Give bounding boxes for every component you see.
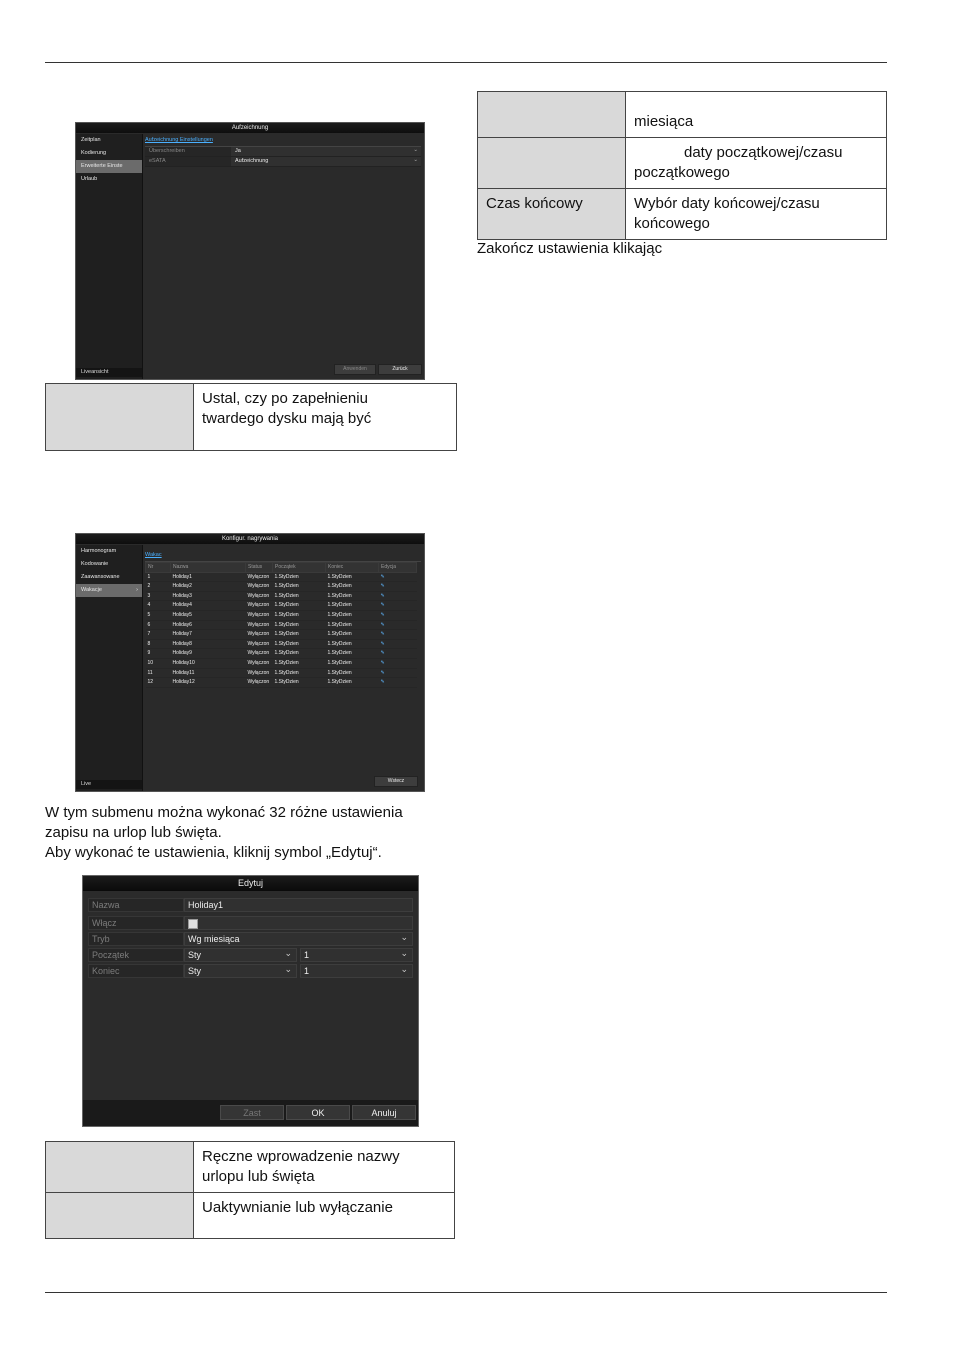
sidebar-item-advanced[interactable]: Erweiterte Einste — [76, 160, 142, 173]
table-cell: 1.StyDzien — [273, 582, 326, 592]
sidebar-item-schedule[interactable]: Zeitplan — [81, 137, 101, 143]
table-cell: 1.StyDzien — [273, 620, 326, 630]
table-cell: 1.StyDzien — [326, 572, 379, 582]
edit-dialog — [82, 875, 419, 1127]
table-row — [146, 620, 417, 630]
table-cell: 7 — [146, 630, 171, 640]
table-cell: Holiday1 — [171, 572, 246, 582]
table-cell: 1.StyDzien — [326, 649, 379, 659]
table-cell: 1.StyDzien — [326, 658, 379, 668]
table-cell: 1.StyDzien — [326, 678, 379, 688]
end-month-select[interactable]: Sty ⌄ — [184, 964, 297, 978]
table-cell: Holiday8 — [171, 639, 246, 649]
table-cell: Wyłączon — [246, 610, 273, 620]
table-row — [146, 630, 417, 640]
esata-label: eSATA — [145, 157, 231, 166]
table2-r1-label — [46, 1142, 194, 1193]
table-cell: 1.StyDzien — [326, 668, 379, 678]
col-header-nr: Nr — [146, 563, 171, 573]
table-cell: 1.StyDzien — [273, 630, 326, 640]
start-month-select[interactable]: Sty ⌄ — [184, 948, 297, 962]
edit-icon[interactable]: ✎ — [379, 630, 417, 640]
table-cell: Wyłączon — [246, 678, 273, 688]
table-cell: Holiday4 — [171, 601, 246, 611]
table3-r3-description: Wybór daty końcowej/czasu końcowego — [626, 189, 887, 240]
apply-button[interactable]: Anwenden — [334, 364, 376, 375]
table-cell: 1.StyDzien — [273, 591, 326, 601]
start-day-select[interactable]: 1 ⌄ — [300, 948, 413, 962]
sidebar-item-holiday[interactable]: Urlaub — [81, 176, 98, 182]
table-cell: 1.StyDzien — [326, 601, 379, 611]
name-label: Nazwa — [88, 898, 184, 912]
table-cell: 12 — [146, 678, 171, 688]
col-header-name: Nazwa — [171, 563, 246, 573]
table2-r2-description: Uaktywnianie lub wyłączanie — [194, 1193, 455, 1239]
table-row — [146, 639, 417, 649]
overwrite-description-table — [45, 383, 457, 451]
overwrite-select[interactable]: Ja ⌄ — [231, 147, 421, 156]
table-cell: 1 — [146, 572, 171, 582]
sidebar-item-advanced[interactable]: Zaawansowane — [81, 574, 120, 580]
live-view-button[interactable]: Liveansicht — [76, 368, 142, 377]
table-cell: 1.StyDzien — [326, 610, 379, 620]
table-cell: 1.StyDzien — [273, 678, 326, 688]
sidebar — [76, 134, 143, 379]
table-cell: Wyłączon — [246, 620, 273, 630]
table-row — [146, 572, 417, 582]
table-cell: Wyłączon — [246, 630, 273, 640]
cancel-button[interactable]: Anuluj — [352, 1105, 416, 1120]
table-cell: 8 — [146, 639, 171, 649]
holiday-list-screenshot — [75, 533, 425, 792]
edit-icon[interactable]: ✎ — [379, 658, 417, 668]
recording-settings-screenshot — [75, 122, 425, 380]
overwrite-row — [145, 147, 421, 157]
table-row — [146, 649, 417, 659]
table-cell: 1.StyDzien — [273, 610, 326, 620]
name-enable-table — [45, 1141, 455, 1239]
name-input[interactable]: Holiday1 — [184, 898, 413, 912]
table-cell: Holiday9 — [171, 649, 246, 659]
table-cell: Wyłączon — [246, 591, 273, 601]
table-cell: 9 — [146, 649, 171, 659]
edit-icon[interactable]: ✎ — [379, 649, 417, 659]
holiday-tab[interactable]: Wakac — [145, 552, 162, 558]
table-cell: 1.StyDzien — [273, 639, 326, 649]
dialog-button-bar — [83, 1100, 418, 1126]
edit-icon[interactable]: ✎ — [379, 591, 417, 601]
table-cell: 10 — [146, 658, 171, 668]
table-cell: 5 — [146, 610, 171, 620]
edit-icon[interactable]: ✎ — [379, 582, 417, 592]
table-cell: Wyłączon — [246, 668, 273, 678]
col-header-status: Status — [246, 563, 273, 573]
table-cell: Wyłączon — [246, 582, 273, 592]
ok-button[interactable]: OK — [286, 1105, 350, 1120]
table-cell: 3 — [146, 591, 171, 601]
table-row — [146, 610, 417, 620]
sidebar-item-schedule[interactable]: Harmonogram — [81, 548, 117, 554]
end-row — [88, 964, 413, 978]
table-row — [146, 591, 417, 601]
table-cell: 6 — [146, 620, 171, 630]
table1-description: Ustal, czy po zapełnieniu twardego dysku mają być — [194, 384, 457, 451]
table-cell: 1.StyDzien — [326, 591, 379, 601]
end-day-select[interactable]: 1 ⌄ — [300, 964, 413, 978]
live-button[interactable]: Live — [76, 780, 142, 789]
col-header-start: Początek — [273, 563, 326, 573]
table-cell: Holiday5 — [171, 610, 246, 620]
mode-start-end-table — [477, 91, 887, 240]
enable-row — [88, 916, 413, 930]
table-cell: 11 — [146, 668, 171, 678]
name-row — [88, 898, 413, 912]
col-header-edit: Edycja — [379, 563, 417, 573]
end-label: Koniec — [88, 964, 184, 978]
table3-r3-label: Czas końcowy — [478, 189, 626, 240]
start-row — [88, 948, 413, 962]
top-rule — [45, 62, 887, 63]
holiday-table — [145, 562, 417, 688]
settings-tab[interactable]: Aufzeichnung Einstellungen — [145, 137, 213, 143]
table-cell: 1.StyDzien — [326, 620, 379, 630]
sidebar — [76, 545, 143, 791]
table-cell: Wyłączon — [246, 649, 273, 659]
edit-icon[interactable]: ✎ — [379, 601, 417, 611]
sidebar-item-encoding[interactable]: Kodierung — [81, 150, 107, 156]
bottom-rule — [45, 1292, 887, 1293]
esata-select[interactable]: Aufzeichnung ⌄ — [231, 157, 421, 166]
edit-icon[interactable]: ✎ — [379, 639, 417, 649]
table-cell: Holiday7 — [171, 630, 246, 640]
dialog-title: Edytuj — [83, 876, 418, 891]
table-cell: 4 — [146, 601, 171, 611]
edit-icon[interactable]: ✎ — [379, 668, 417, 678]
table2-r2-label — [46, 1193, 194, 1239]
table-cell: Holiday11 — [171, 668, 246, 678]
back-button[interactable]: Zurück — [378, 364, 422, 375]
table-cell: Holiday10 — [171, 658, 246, 668]
table-cell: 1.StyDzien — [326, 630, 379, 640]
holiday-paragraph: W tym submenu można wykonać 32 różne ustawienia zapisu na urlop lub święta. Aby wykonać te ustawienia, kliknij symbol „Edytuj“. — [45, 804, 403, 861]
finish-text: Zakończ ustawienia klikając — [477, 240, 663, 257]
sidebar-item-encoding[interactable]: Kodowanie — [81, 561, 109, 567]
enable-checkbox[interactable] — [188, 919, 198, 929]
table-cell: Wyłączon — [246, 639, 273, 649]
table-cell: Wyłączon — [246, 658, 273, 668]
table3-r1-label — [478, 92, 626, 138]
table-cell: Wyłączon — [246, 572, 273, 582]
table-row — [146, 582, 417, 592]
apply-button[interactable]: Zast — [220, 1105, 284, 1120]
table-cell: 1.StyDzien — [273, 601, 326, 611]
table3-r1-description: miesiąca — [626, 92, 887, 138]
enable-label: Włącz — [88, 916, 184, 930]
main-panel — [145, 552, 421, 788]
table-row — [146, 668, 417, 678]
window-title: Aufzeichnung — [76, 123, 424, 133]
table-cell: 1.StyDzien — [273, 668, 326, 678]
table-cell: 1.StyDzien — [326, 639, 379, 649]
table-cell: 1.StyDzien — [273, 658, 326, 668]
table-cell: Holiday2 — [171, 582, 246, 592]
main-panel — [145, 137, 421, 376]
col-header-end: Koniec — [326, 563, 379, 573]
edit-icon[interactable]: ✎ — [379, 610, 417, 620]
table-cell: 1.StyDzien — [273, 649, 326, 659]
table-cell: Wyłączon — [246, 601, 273, 611]
table-cell: 1.StyDzien — [273, 572, 326, 582]
start-label: Początek — [88, 948, 184, 962]
table-cell: 1.StyDzien — [326, 582, 379, 592]
edit-icon[interactable]: ✎ — [379, 572, 417, 582]
edit-icon[interactable]: ✎ — [379, 620, 417, 630]
table-row — [146, 658, 417, 668]
sidebar-item-holiday[interactable]: Wakacje › — [76, 584, 142, 597]
back-button[interactable]: Wstecz — [374, 776, 418, 787]
table-row — [146, 601, 417, 611]
esata-row — [145, 157, 421, 167]
table-cell: Holiday6 — [171, 620, 246, 630]
table-cell: Holiday12 — [171, 678, 246, 688]
table1-label — [46, 384, 194, 451]
edit-icon[interactable]: ✎ — [379, 678, 417, 688]
table3-r2-label — [478, 138, 626, 189]
window-title: Konfigur. nagrywania — [76, 534, 424, 544]
overwrite-label: Überschreiben — [145, 147, 231, 156]
table-cell: Holiday3 — [171, 591, 246, 601]
mode-label: Tryb — [88, 932, 184, 946]
table-row — [146, 678, 417, 688]
table3-r2-description: daty początkowej/czasu początkowego — [626, 138, 887, 189]
table-cell: 2 — [146, 582, 171, 592]
table2-r1-description: Ręczne wprowadzenie nazwy urlopu lub święta — [194, 1142, 455, 1193]
mode-select[interactable]: Wg miesiąca ⌄ — [184, 932, 413, 946]
mode-row — [88, 932, 413, 946]
